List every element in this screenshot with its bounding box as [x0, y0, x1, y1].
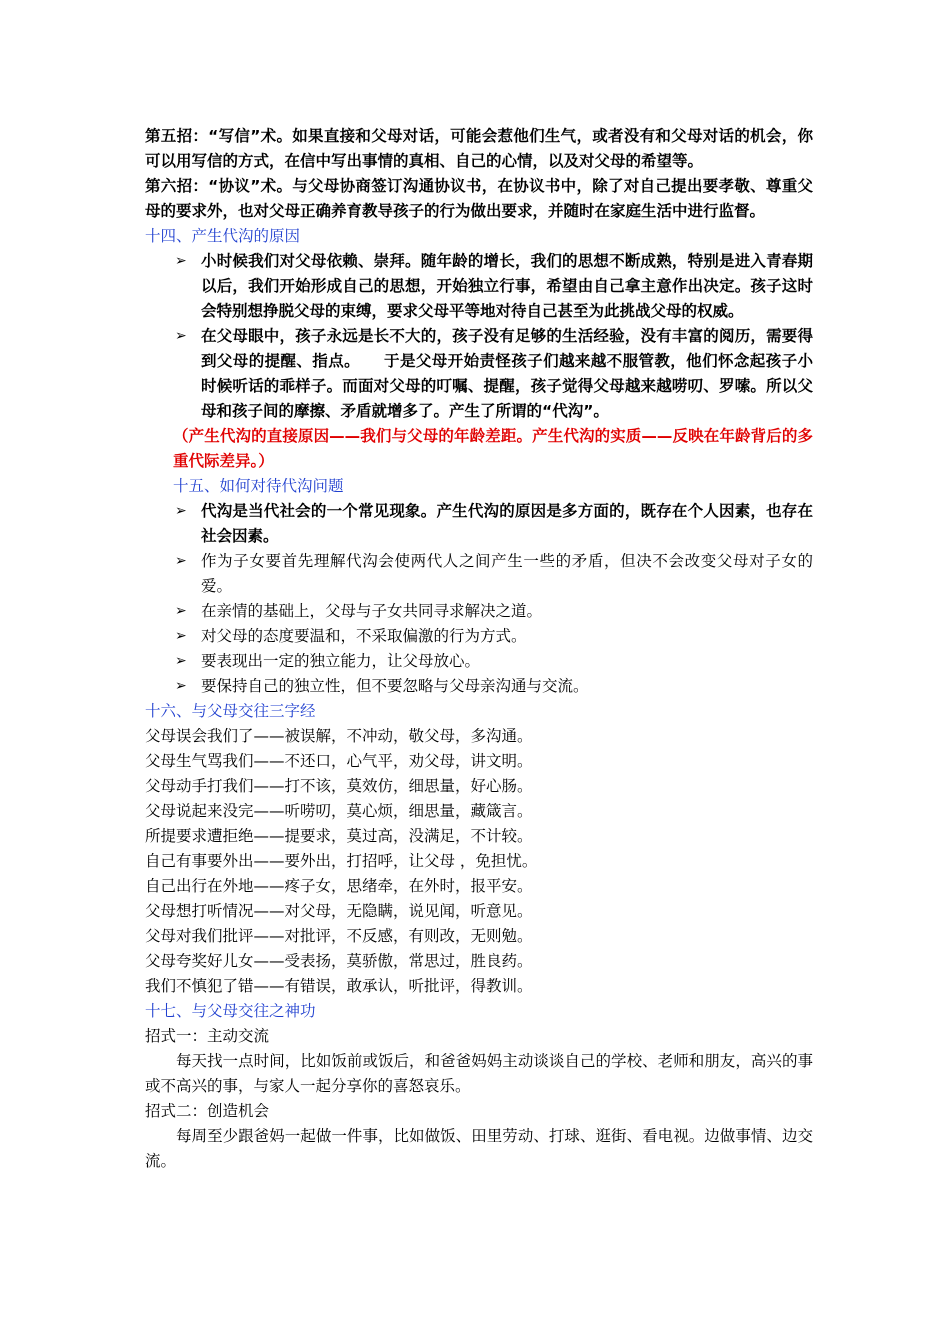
section-16-heading: 十六、与父母交往三字经 [145, 702, 316, 720]
section-14-note: （产生代沟的直接原因——我们与父母的年龄差距。产生代沟的实质——反映在年龄背后的多重代际差异。） [173, 427, 813, 470]
verse-line: 自己有事要外出——要外出，打招呼，让父母 ，免担忧。 [145, 852, 538, 870]
arrow-bullet-icon: ➢ [175, 553, 187, 569]
verse-line: 父母动手打我们——打不该，莫效仿，细思量，好心肠。 [145, 777, 533, 795]
move-1-title: 招式一：主动交流 [145, 1027, 270, 1045]
verse-line: 父母说起来没完——听唠叨，莫心烦，细思量，藏箴言。 [145, 802, 533, 820]
verse-line: 父母想打听情况——对父母，无隐瞒，说见闻，听意见。 [145, 902, 533, 920]
paragraph-tip-5: 第五招：“写信”术。如果直接和父母对话，可能会惹他们生气，或者没有和父母对话的机会，你可以用写信的方式，在信中写出事情的真相、自己的心情，以及对父母的希望等。 [145, 127, 813, 170]
verse-line: 自己出行在外地——疼子女，思绪牵，在外时，报平安。 [145, 877, 533, 895]
move-2-title: 招式二：创造机会 [145, 1102, 270, 1120]
list-item [145, 599, 813, 624]
section-14-heading: 十四、产生代沟的原因 [145, 227, 301, 245]
list-item [145, 649, 813, 674]
arrow-bullet-icon: ➢ [175, 628, 187, 644]
move-2-text: 每周至少跟爸妈一起做一件事，比如做饭、田里劳动、打球、逛街、看电视。边做事情、边交流。 [145, 1127, 813, 1170]
list-item [145, 624, 813, 649]
section-17-heading: 十七、与父母交往之神功 [145, 1002, 316, 1020]
list-item-text: 对父母的态度要温和，不采取偏激的行为方式。 [201, 627, 527, 645]
arrow-bullet-icon: ➢ [175, 603, 187, 619]
paragraph-tip-6: 第六招：“协议”术。与父母协商签订沟通协议书，在协议书中，除了对自己提出要孝敬、尊重父母的要求外，也对父母正确养育教导孩子的行为做出要求，并随时在家庭生活中进行监督。 [145, 177, 813, 220]
verse-line: 父母夸奖好儿女——受表扬，莫骄傲，常思过，胜良药。 [145, 952, 533, 970]
list-item-text: 在父母眼中，孩子永远是长不大的，孩子没有足够的生活经验，没有丰富的阅历，需要得到父母的提醒、指点。 于是父母开始责怪孩子们越来越不服管教，他们怀念起孩子小时候听话的乖样子。而面对父母的叮嘱、提醒，孩子觉得父母越来越唠叨、罗嗦。所以父母和孩子间的摩擦、矛盾就增多了。产生了所谓的“代沟”。 [201, 327, 813, 420]
arrow-bullet-icon: ➢ [175, 653, 187, 669]
arrow-bullet-icon: ➢ [175, 678, 187, 694]
section-15-heading: 十五、如何对待代沟问题 [173, 477, 344, 495]
arrow-bullet-icon: ➢ [175, 253, 187, 269]
list-item [145, 549, 813, 599]
list-item [145, 674, 813, 699]
list-item-text: 要保持自己的独立性，但不要忽略与父母亲沟通与交流。 [201, 677, 589, 695]
list-item-text: 代沟是当代社会的一个常见现象。产生代沟的原因是多方面的，既存在个人因素，也存在社会因素。 [201, 502, 813, 545]
list-item-text: 在亲情的基础上，父母与子女共同寻求解决之道。 [201, 602, 543, 620]
document-body [145, 124, 813, 1174]
verse-line: 所提要求遭拒绝——提要求，莫过高，没满足，不计较。 [145, 827, 533, 845]
list-item [145, 324, 813, 424]
verse-line: 父母误会我们了——被误解，不冲动，敬父母，多沟通。 [145, 727, 533, 745]
list-item-text: 作为子女要首先理解代沟会使两代人之间产生一些的矛盾，但决不会改变父母对子女的爱。 [201, 552, 813, 595]
move-1-text: 每天找一点时间，比如饭前或饭后，和爸爸妈妈主动谈谈自己的学校、老师和朋友，高兴的事或不高兴的事，与家人一起分享你的喜怒哀乐。 [145, 1052, 813, 1095]
section-14-list [145, 249, 813, 424]
verse-line: 父母对我们批评——对批评，不反感，有则改，无则勉。 [145, 927, 533, 945]
arrow-bullet-icon: ➢ [175, 328, 187, 344]
list-item-text: 要表现出一定的独立能力，让父母放心。 [201, 652, 481, 670]
list-item [145, 249, 813, 324]
verse-line: 我们不慎犯了错——有错误，敢承认，听批评，得教训。 [145, 977, 533, 995]
list-item-text: 小时候我们对父母依赖、崇拜。随年龄的增长，我们的思想不断成熟，特别是进入青春期以后，我们开始形成自己的思想，开始独立行事，希望由自己拿主意作出决定。孩子这时会特别想挣脱父母的束缚，要求父母平等地对待自己甚至为此挑战父母的权威。 [201, 252, 813, 320]
verse-line: 父母生气骂我们——不还口，心气平，劝父母，讲文明。 [145, 752, 533, 770]
section-15-list [145, 499, 813, 699]
arrow-bullet-icon: ➢ [175, 503, 187, 519]
list-item [145, 499, 813, 549]
